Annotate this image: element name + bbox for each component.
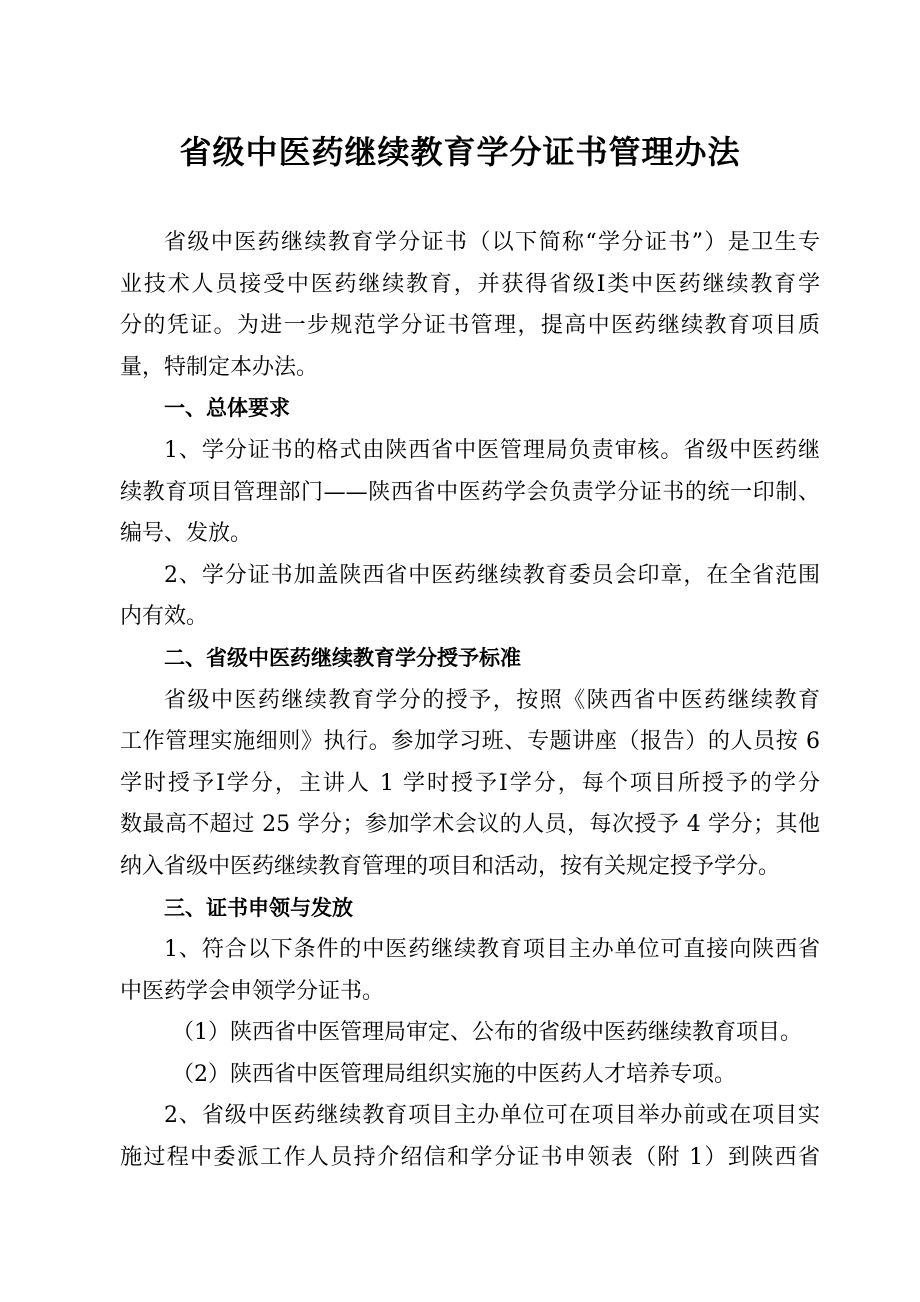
section3-sub-item-2: （2）陕西省中医管理局组织实施的中医药人才培养专项。: [172, 1061, 736, 1087]
text-line: 内有效。: [120, 604, 209, 630]
text-line: 工作管理实施细则》执行。参加学习班、专题讲座（报告）的人员按 6: [120, 729, 820, 755]
document-body: [120, 222, 820, 1179]
section1-item2: [120, 555, 820, 638]
text-line: 1、学分证书的格式由陕西省中医管理局负责审核。省级中医药继: [164, 437, 820, 463]
text-line: 分的凭证。为进一步规范学分证书管理，提高中医药继续教育项目质: [120, 313, 820, 339]
text-line: 续教育项目管理部门——陕西省中医药学会负责学分证书的统一印制、: [120, 479, 820, 505]
text-line: 业技术人员接受中医药继续教育，并获得省级Ⅰ类中医药继续教育学: [120, 271, 820, 297]
text-line: 省级中医药继续教育学分证书（以下简称“学分证书”）是卫生专: [164, 230, 820, 255]
text-line: 2、学分证书加盖陕西省中医药继续教育委员会印章，在全省范围: [164, 562, 820, 588]
text-line: 中医药学会申领学分证书。: [120, 978, 385, 1004]
section1-item1: [120, 430, 820, 555]
document-title: 省级中医药继续教育学分证书管理办法: [179, 133, 741, 171]
text-line: 省级中医药继续教育学分的授予，按照《陕西省中医药继续教育: [164, 687, 820, 713]
section3-sub-item-1: （1）陕西省中医管理局审定、公布的省级中医药继续教育项目。: [172, 1020, 802, 1046]
section3-item1: [120, 929, 820, 1012]
intro-paragraph: [120, 222, 820, 388]
text-line: 数最高不超过 25 学分；参加学术会议的人员，每次授予 4 学分；其他: [120, 812, 820, 838]
text-line: 1、符合以下条件的中医药继续教育项目主办单位可直接向陕西省: [164, 937, 820, 963]
text-line: 纳入省级中医药继续教育管理的项目和活动，按有关规定授予学分。: [120, 853, 781, 879]
text-line: 施过程中委派工作人员持介绍信和学分证书申领表（附 1）到陕西省: [120, 1145, 820, 1171]
section-heading-certificate-issuance: 三、证书申领与发放: [164, 895, 353, 920]
text-line: 编号、发放。: [120, 521, 253, 547]
section3-item2: [120, 1095, 820, 1178]
section-heading-general-requirements: 一、总体要求: [164, 396, 290, 421]
text-line: 量，特制定本办法。: [120, 354, 319, 380]
text-line: 学时授予Ⅰ学分，主讲人 1 学时授予Ⅰ学分，每个项目所授予的学分: [120, 770, 820, 796]
text-line: 2、省级中医药继续教育项目主办单位可在项目举办前或在项目实: [164, 1103, 820, 1129]
section-heading-credit-standards: 二、省级中医药继续教育学分授予标准: [164, 645, 521, 670]
section2-body: [120, 680, 820, 888]
